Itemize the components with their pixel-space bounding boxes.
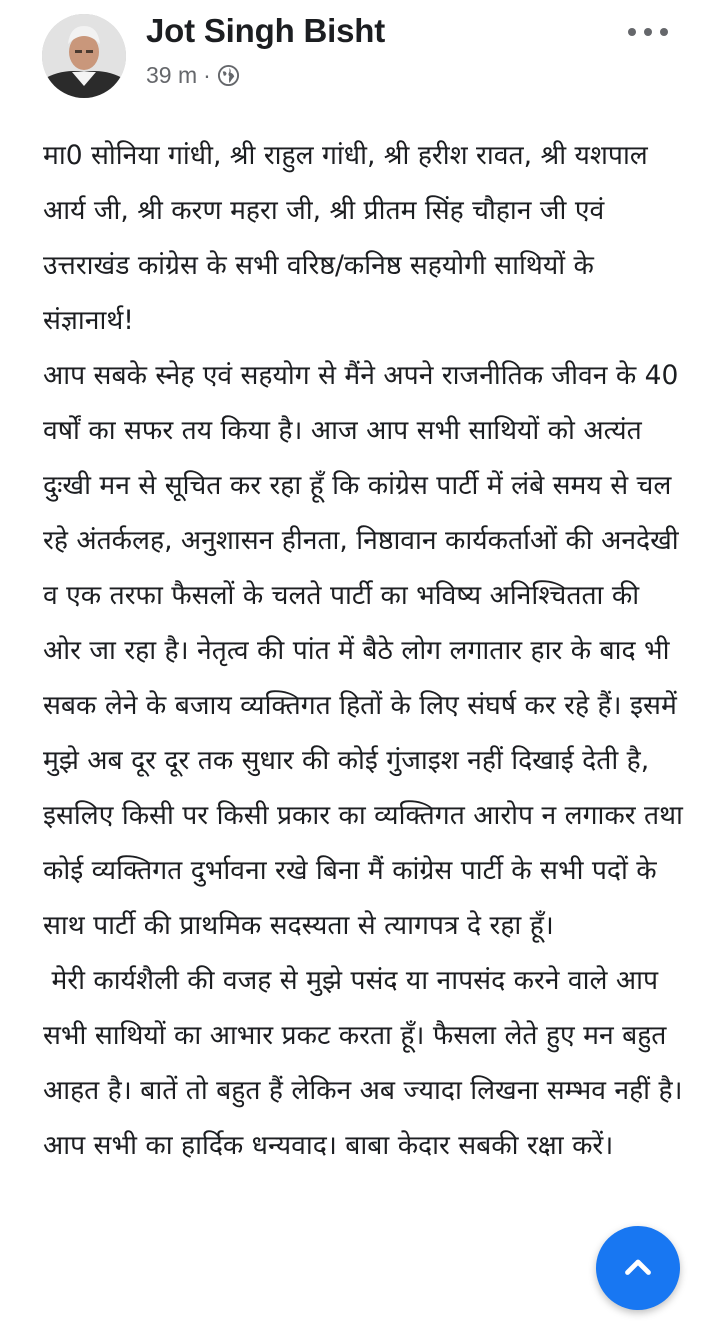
more-dot (644, 28, 652, 36)
globe-icon[interactable] (217, 64, 240, 87)
more-options-icon[interactable] (628, 22, 668, 42)
scroll-to-top-button[interactable] (596, 1226, 680, 1310)
post-paragraph: मा0 सोनिया गांधी, श्री राहुल गांधी, श्री हरीश रावत, श्री यशपाल आर्य जी, श्री करण महरा जी, श्री प्रीतम सिंह चौहान जी एवं उत्तराखंड कांग्रेस के सभी वरिष्ठ/कनिष्ठ सहयोगी साथियों के संज्ञानार्थ! (43, 140, 657, 336)
meta-separator: · (203, 62, 211, 88)
more-dot (660, 28, 668, 36)
post-paragraph: मेरी कार्यशैली की वजह से मुझे पसंद या नापसंद करने वाले आप सभी साथियों का आभार प्रकट करता हूँ। फैसला लेते हुए मन बहुत आहत है। बातें तो बहुत हैं लेकिन अब ज्यादा लिखना सम्भव नहीं है। (43, 965, 683, 1106)
author-avatar[interactable] (42, 14, 126, 98)
author-name[interactable]: Jot Singh Bisht (146, 12, 385, 49)
post-paragraph: आप सबके स्नेह एवं सहयोग से मैंने अपने राजनीतिक जीवन के 40 वर्षों का सफर तय किया है। आज आप सभी साथियों को अत्यंत दुःखी मन से सूचित कर रहा हूँ कि कांग्रेस पार्टी में लंबे समय से चल रहे अंतर्कलह, अनुशासन हीनता, निष्ठावान कार्यकर्ताओं की अनदेखी व एक तरफा फैसलों के चलते पार्टी का भविष्य अनिश्चितता की ओर जा रहा है। नेतृत्व की पांत में बैठे लोग लगातार हार के बाद भी सबक लेने के बजाय व्यक्तिगत हितों के लिए संघर्ष कर रहे हैं। इसमें मुझे अब दूर दूर तक सुधार की कोई गुंजाइश नहीं दिखाई देती है, इसलिए किसी पर किसी प्रकार का व्यक्तिगत आरोप न लगाकर तथा कोई व्यक्तिगत दुर्भावना रखे बिना मैं कांग्रेस पार्टी के सभी पदों के साथ पार्टी की प्राथमिक सदस्यता से त्यागपत्र दे रहा हूँ। (43, 360, 692, 941)
post-body (43, 128, 692, 1173)
post-timestamp[interactable]: 39 m (146, 62, 198, 88)
post-header (0, 0, 720, 110)
chevron-up-icon (620, 1250, 656, 1286)
post-meta (146, 62, 240, 89)
post-paragraph: आप सभी का हार्दिक धन्यवाद। बाबा केदार सबकी रक्षा करें। (43, 1130, 614, 1161)
more-dot (628, 28, 636, 36)
